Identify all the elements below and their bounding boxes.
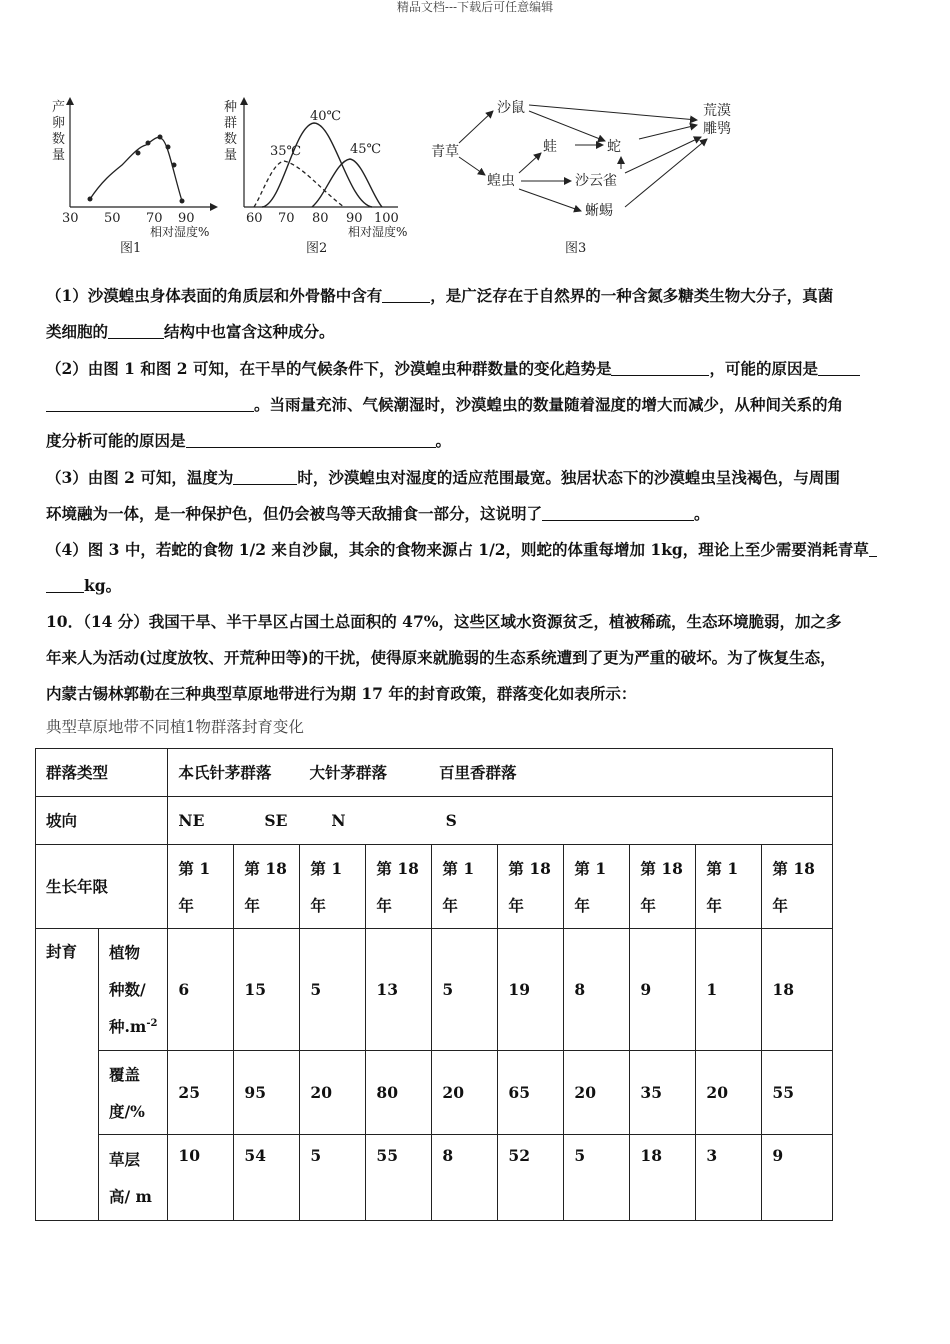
fig2-curve-35 — [254, 161, 344, 207]
fig1-point — [166, 145, 171, 150]
q2-line1-b: ，可能的原因是 — [709, 359, 818, 378]
value-cell: 8 — [432, 1135, 498, 1221]
value-cell: 20 — [300, 1051, 366, 1135]
q2-line3-a: 度分析可能的原因是 — [46, 431, 186, 450]
fig2-xtick: 90 — [346, 211, 363, 226]
value-cell: 52 — [498, 1135, 564, 1221]
q4-line1: （4）图 3 中，若蛇的食物 1/2 来自沙鼠，其余的食物来源占 1/2，则蛇的体重每增加 1kg，理论上至少需要消耗青草 — [46, 540, 869, 559]
fig1-ylabel-2: 卵 — [52, 116, 66, 131]
question-3 — [46, 460, 901, 532]
year-cell: 第 18 年 — [762, 845, 833, 929]
fig2-ylabel-1: 种 — [224, 100, 238, 115]
row-label-height: 草层 高/ m — [99, 1135, 168, 1221]
value-cell: 6 — [168, 929, 234, 1051]
value-cell: 20 — [432, 1051, 498, 1135]
table-row — [36, 1135, 833, 1221]
q3-line1-b: 时，沙漠蝗虫对湿度的适应范围最宽。独居状态下的沙漠蝗虫呈浅褐色，与周围 — [297, 468, 840, 487]
year-cell: 第 1 年 — [432, 845, 498, 929]
question-1 — [46, 278, 901, 350]
figure-row — [40, 95, 800, 265]
answer-blank[interactable] — [818, 357, 860, 376]
fig1-caption: 图1 — [120, 241, 142, 256]
figure-2 — [222, 95, 422, 265]
table-row — [36, 749, 833, 797]
fig1-point — [136, 151, 141, 156]
slope-n: N — [331, 811, 346, 830]
table-row — [36, 797, 833, 845]
row-label-species: 植物 种数/ 种$.m^{-2}$ — [99, 929, 168, 1051]
figure-1 — [50, 95, 230, 265]
year-cell: 第 1 年 — [696, 845, 762, 929]
answer-blank[interactable] — [186, 429, 436, 448]
fig2-curve-40 — [262, 123, 372, 207]
value-cell: 20 — [696, 1051, 762, 1135]
fig1-xlabel: 相对湿度% — [150, 225, 210, 239]
value-cell: 80 — [366, 1051, 432, 1135]
year-cell: 第 18 年 — [630, 845, 696, 929]
q1-line1-a: （1）沙漠蝗虫身体表面的角质层和外骨骼中含有 — [46, 286, 383, 305]
fig2-ylabel-4: 量 — [224, 148, 238, 163]
fig1-ylabel-3: 数 — [52, 132, 66, 147]
value-cell: 9 — [762, 1135, 833, 1221]
arrow-lizard-owl — [625, 139, 707, 207]
value-cell: 95 — [234, 1051, 300, 1135]
node-lark: 沙云雀 — [575, 173, 617, 189]
fig2-curve-45 — [312, 159, 382, 207]
fig1-ylabel-4: 量 — [52, 148, 66, 163]
value-cell: 18 — [630, 1135, 696, 1221]
year-cell: 第 18 年 — [498, 845, 564, 929]
arrow-grass-gerbil — [459, 111, 493, 143]
fig1-xtick: 90 — [178, 211, 195, 226]
table-row — [36, 1051, 833, 1135]
value-cell: 25 — [168, 1051, 234, 1135]
answer-blank[interactable] — [542, 502, 694, 521]
answer-blank[interactable] — [46, 393, 254, 412]
fig1-point — [172, 163, 177, 168]
q10-line2: 年来人为活动(过度放牧、开荒种田等)的干扰，使得原来就脆弱的生态系统遭到了更为严重的破坏。为了恢复生态， — [46, 648, 836, 667]
community-2: 大针茅群落 — [309, 763, 387, 782]
value-cell: 5 — [300, 1135, 366, 1221]
arrow-snake-owl — [639, 125, 697, 139]
value-cell: 55 — [762, 1051, 833, 1135]
node-owl-1: 荒漠 — [703, 103, 731, 119]
communities-cell — [168, 749, 833, 797]
q2-line1-a: （2）由图 1 和图 2 可知，在干旱的气候条件下，沙漠蝗虫种群数量的变化趋势是 — [46, 359, 612, 378]
year-cell: 第 1 年 — [168, 845, 234, 929]
question-4 — [46, 532, 901, 604]
q3-line2-b: 。 — [694, 504, 710, 523]
answer-blank[interactable] — [46, 574, 84, 593]
row-label-community: 群落类型 — [36, 749, 168, 797]
value-cell: 65 — [498, 1051, 564, 1135]
year-cell: 第 1 年 — [564, 845, 630, 929]
slope-se: SE — [264, 811, 288, 830]
answer-blank[interactable] — [382, 284, 430, 303]
q4-line2-b: kg。 — [84, 576, 122, 595]
arrow-gerbil-owl — [529, 105, 697, 120]
slope-ne: NE — [178, 811, 205, 830]
arrow-gerbil-snake — [529, 111, 605, 141]
node-snake: 蛇 — [607, 139, 621, 155]
fig2-xlabel: 相对湿度% — [348, 225, 408, 239]
q10-line3: 内蒙古锡林郭勒在三种典型草原地带进行为期 17 年的封育政策，群落变化如表所示： — [46, 684, 637, 703]
value-cell: 5 — [564, 1135, 630, 1221]
arrow-locust-frog — [519, 153, 541, 173]
value-cell: 19 — [498, 929, 564, 1051]
q1-line2-a: 类细胞的 — [46, 322, 109, 341]
arrow-locust-lizard — [519, 189, 581, 211]
community-1: 本氏针茅群落 — [178, 763, 272, 782]
question-10 — [46, 604, 901, 712]
fig1-xtick: 30 — [62, 211, 79, 226]
value-cell: 1 — [696, 929, 762, 1051]
node-locust: 蝗虫 — [487, 173, 515, 189]
value-cell: 10 — [168, 1135, 234, 1221]
value-cell: 18 — [762, 929, 833, 1051]
q2-line3-b: 。 — [435, 431, 452, 450]
arrow-grass-locust — [459, 157, 485, 175]
question-2 — [46, 351, 901, 459]
fig1-point — [146, 141, 151, 146]
q1-line2-b: 结构中也富含这种成分。 — [164, 322, 335, 341]
answer-blank[interactable] — [233, 466, 297, 485]
answer-blank[interactable] — [869, 538, 877, 557]
answer-blank[interactable] — [611, 357, 709, 376]
value-cell: 5 — [432, 929, 498, 1051]
node-grass: 青草 — [431, 144, 459, 160]
group-label: 封育 — [36, 929, 99, 1221]
fig1-ylabel-1: 产 — [52, 100, 66, 115]
fig1-point — [158, 135, 163, 140]
fig1-xtick: 70 — [146, 211, 163, 226]
year-cell: 第 18 年 — [366, 845, 432, 929]
fig1-x-arrow — [210, 203, 218, 211]
value-cell: 15 — [234, 929, 300, 1051]
value-cell: 8 — [564, 929, 630, 1051]
answer-blank[interactable] — [108, 320, 164, 339]
q1-line1-b: ，是广泛存在于自然界的一种含氮多糖类生物大分子，真菌 — [430, 286, 834, 305]
fig2-xtick: 80 — [312, 211, 329, 226]
fig2-ylabel-3: 数 — [224, 132, 238, 147]
row-label-years: 生长年限 — [36, 845, 168, 929]
value-cell: 55 — [366, 1135, 432, 1221]
fig1-point — [88, 197, 93, 202]
fig3-caption: 图3 — [565, 241, 587, 256]
node-gerbil: 沙鼠 — [497, 100, 525, 116]
fig2-temp-40: 40℃ — [310, 109, 342, 124]
table-caption: 典型草原地带不同植1物群落封育变化 — [46, 718, 304, 736]
value-cell: 9 — [630, 929, 696, 1051]
q3-line2-a: 环境融为一体，是一种保护色，但仍会被鸟等天敌捕食一部分，这说明了 — [46, 504, 543, 523]
figure-3-food-web — [425, 95, 745, 265]
fig2-ylabel-2: 群 — [224, 116, 238, 131]
community-3: 百里香群落 — [438, 763, 517, 782]
fig1-y-arrow — [66, 97, 74, 105]
row-label-slope: 坡向 — [36, 797, 168, 845]
value-cell: 35 — [630, 1051, 696, 1135]
fig1-point — [180, 199, 185, 204]
q3-line1-a: （3）由图 2 可知，温度为 — [46, 468, 234, 487]
arrow-lark-owl — [625, 137, 701, 173]
slope-s: S — [445, 811, 457, 830]
slopes-cell — [168, 797, 833, 845]
value-cell: 20 — [564, 1051, 630, 1135]
row-label-coverage: 覆盖 度/% — [99, 1051, 168, 1135]
fig2-xtick: 70 — [278, 211, 295, 226]
fig2-temp-45: 45℃ — [350, 142, 382, 157]
fig2-xtick: 100 — [374, 211, 399, 226]
fig1-xtick: 50 — [104, 211, 121, 226]
table-row — [36, 845, 833, 929]
node-owl-2: 雕鸮 — [703, 121, 731, 137]
value-cell: 5 — [300, 929, 366, 1051]
page-header: 精品文档---下载后可任意编辑 — [396, 0, 554, 14]
node-frog: 蛙 — [543, 139, 557, 155]
fig2-caption: 图2 — [306, 241, 328, 256]
data-table — [35, 748, 833, 1221]
year-cell: 第 18 年 — [234, 845, 300, 929]
q2-line2-b: 。当雨量充沛、气候潮湿时，沙漠蝗虫的数量随着湿度的增大而减少，从种间关系的角 — [254, 395, 844, 414]
table-row — [36, 929, 833, 1051]
year-cell: 第 1 年 — [300, 845, 366, 929]
value-cell: 54 — [234, 1135, 300, 1221]
q10-line1: 10．（14 分）我国干旱、半干旱区占国土总面积的 47%，这些区域水资源贫乏，植被稀疏，生态环境脆弱，加之多 — [46, 612, 842, 631]
value-cell: 13 — [366, 929, 432, 1051]
fig2-temp-35: 35℃ — [270, 144, 302, 159]
node-lizard: 蜥蜴 — [585, 203, 613, 219]
fig2-xtick: 60 — [246, 211, 263, 226]
value-cell: 3 — [696, 1135, 762, 1221]
fig2-y-arrow — [240, 97, 248, 105]
